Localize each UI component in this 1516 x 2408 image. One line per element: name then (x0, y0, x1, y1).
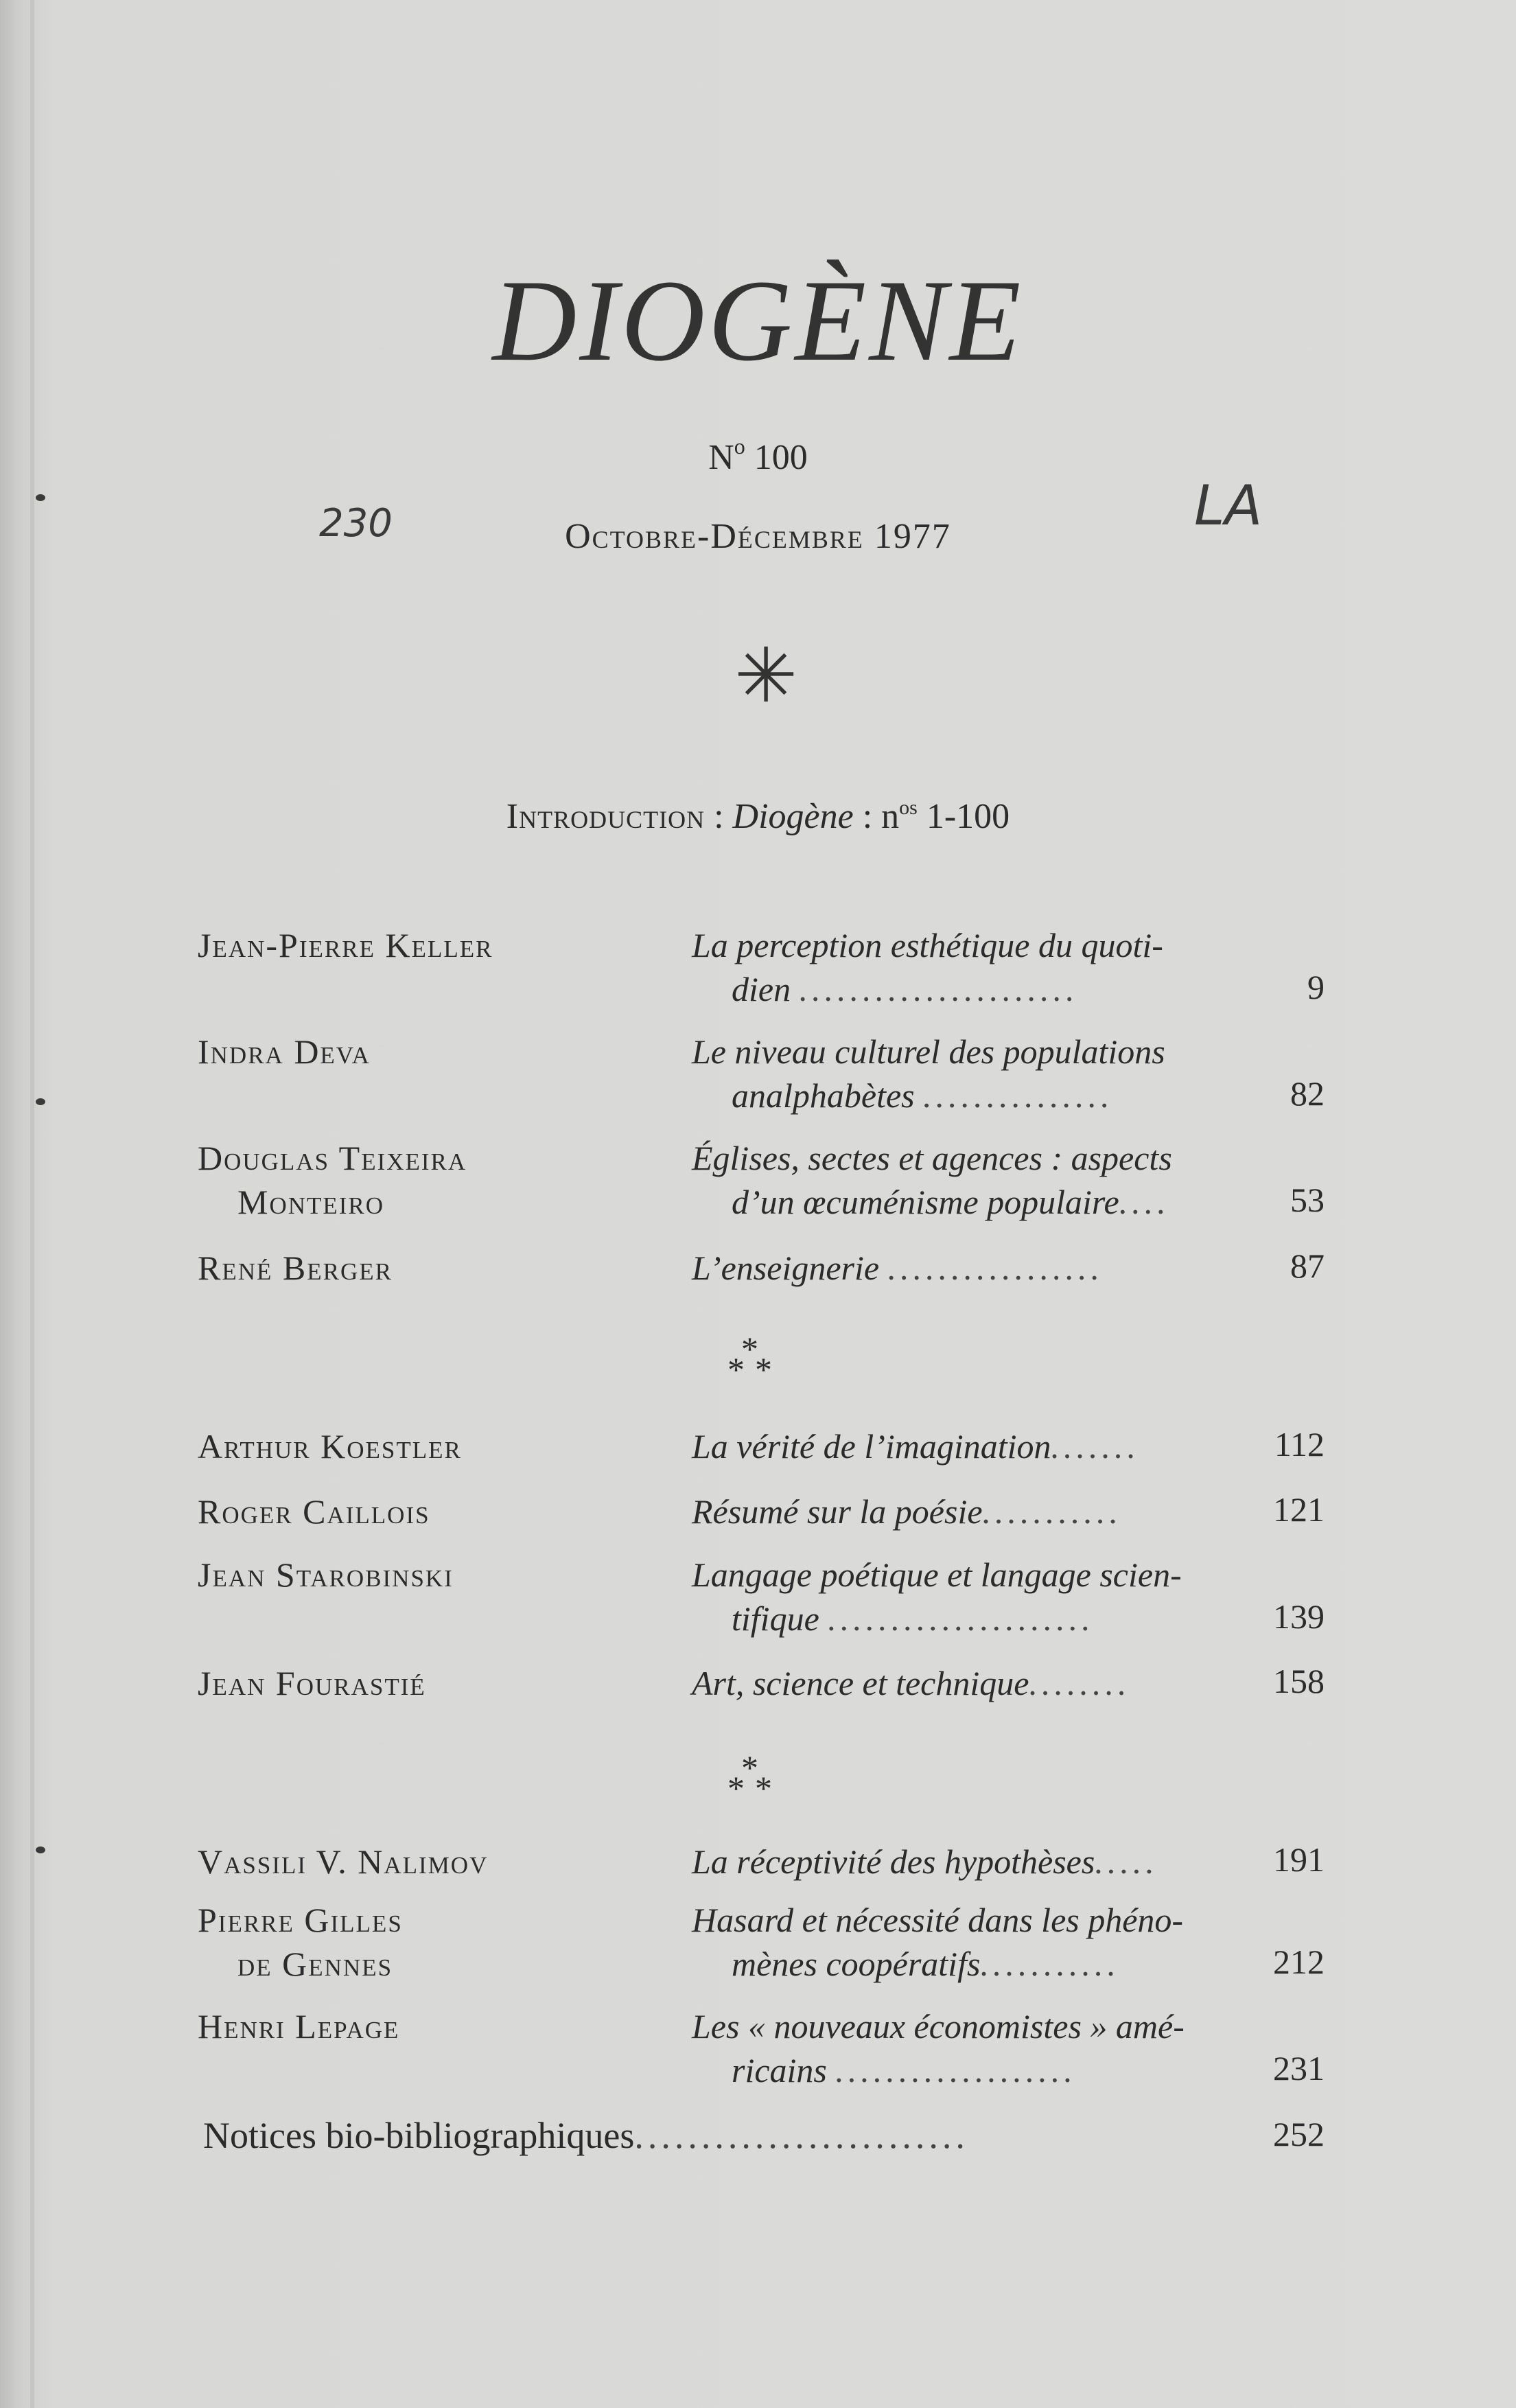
entry-title-line1: L’enseignerie ................. (692, 1249, 1104, 1287)
entry-title-line2: d’un œcuménisme populaire.... (732, 1183, 1170, 1221)
entry-title-text: Art, science et technique (692, 1664, 1029, 1702)
handwritten-note-right: LA (1194, 474, 1263, 537)
intro-colon: : (705, 797, 733, 836)
entry-author: Jean-Pierre Keller (198, 926, 493, 964)
issue-number (0, 434, 1516, 478)
entry-title-text: L’enseignerie (692, 1249, 880, 1287)
intro-n-sup: os (899, 796, 918, 819)
entry-title-line2: tifique ..................... (732, 1599, 1095, 1638)
entry-author: Arthur Koestler (198, 1427, 462, 1466)
entry-page: 112 (1274, 1425, 1325, 1463)
issue-sup: o (734, 434, 745, 459)
entry-title (692, 1136, 1227, 1224)
entry-title-line1: Les « nouveaux économistes » amé- (692, 2007, 1185, 2046)
entry-title (692, 923, 1227, 1011)
entry-title-line2: mènes coopératifs........... (732, 1945, 1120, 1983)
intro-label: Introduction (506, 797, 705, 836)
introduction-line (0, 796, 1516, 837)
binding-mark (36, 1098, 45, 1105)
entry-title-text: La vérité de l’imagination (692, 1427, 1051, 1466)
entry-author: Roger Caillois (198, 1492, 430, 1531)
entry-title-text: La réceptivité des hypothèses (692, 1842, 1095, 1881)
entry-title (692, 1424, 1227, 1468)
entry-title (692, 2004, 1227, 2092)
notices-entry: Notices bio-bibliographiques......................... (203, 2115, 969, 2156)
entry-title-line1: Langage poétique et langage scien- (692, 1555, 1182, 1594)
entry-title-line1: La perception esthétique du quoti- (692, 926, 1163, 964)
entry-title (692, 1246, 1227, 1290)
entry-title-text: mènes coopératifs (732, 1945, 981, 1983)
entry-title (692, 1030, 1227, 1118)
entry-title-line1: La réceptivité des hypothèses..... (692, 1842, 1158, 1881)
entry-title-line1: Art, science et technique........ (692, 1664, 1131, 1702)
entry-title-line1: Églises, sectes et agences : aspects (692, 1139, 1172, 1177)
entry-author: Jean Starobinski (198, 1555, 454, 1594)
entry-author-line1: Douglas Teixeira (198, 1139, 467, 1177)
intro-journal: Diogène (732, 797, 854, 836)
entry-title-text: Résumé sur la poésie (692, 1492, 983, 1531)
entry-title-text: d’un œcuménisme populaire (732, 1183, 1119, 1221)
entry-author: Vassili V. Nalimov (198, 1842, 489, 1881)
entry-author: René Berger (198, 1249, 393, 1287)
issue-date: Octobre-Décembre 1977 (565, 517, 951, 556)
entry-page: 87 (1290, 1247, 1325, 1285)
entry-title (692, 1490, 1227, 1533)
entry-author: Indra Deva (198, 1032, 371, 1071)
entry-author-line2: Monteiro (237, 1183, 385, 1221)
binding-mark (36, 1846, 45, 1853)
journal-title: DIOGÈNE (492, 256, 1024, 385)
page: DIOGÈNE $N^o$ 100 230 Octobre-Décembre 1977 LA ✳ Introduction : Diogène : $n^{os}$ 1-100 Jean-Pierre Keller La perception esthétique du quoti- dien ...................... 9 Indra Deva Le niveau culturel des populations analphabètes ............... 82 Douglas Teixeira Monteiro Églises, sectes et agences : aspects d’un œcuménisme populaire.... 53 René Berger L’enseignerie ................. 87 * * * Arthur Koestler La vérité de l’imagination....... 112 Roger Caillois Résumé sur la poésie........... 121 Jean Starobinski Langage poétique et langage scien- tifique ..................... 139 Jean Fourastié Art, science et technique........ 158 * * * Vassili V. Nalimov La réceptivité des hypothèses..... 191 Pierre Gilles de Gennes Hasard et nécessité dans les phéno- mènes coopératifs........... 212 Henri Lepage Les « nouveaux économistes » amé- ricains ................... 231 Notices bio-bibliographiques......................... 252 (0, 0, 1516, 2408)
entry-page: 9 (1307, 968, 1325, 1006)
entry-author-line1: Pierre Gilles (198, 1901, 403, 1939)
entry-title (692, 1661, 1227, 1705)
entry-page: 82 (1290, 1074, 1325, 1113)
entry-title-line2: ricains ................... (732, 2051, 1077, 2089)
entry-page: 53 (1290, 1181, 1325, 1219)
issue-value: 100 (754, 438, 808, 477)
intro-colon2: : (853, 797, 882, 836)
entry-title-text: ricains (732, 2051, 827, 2089)
entry-author (198, 1136, 664, 1224)
entry-author: Jean Fourastié (198, 1664, 426, 1702)
entry-title (692, 1553, 1227, 1641)
entry-title (692, 1898, 1227, 1986)
entry-page: 191 (1273, 1840, 1325, 1879)
handwritten-note-left: 230 (319, 501, 393, 546)
entry-page: 121 (1273, 1490, 1325, 1529)
binding-mark (36, 494, 45, 501)
notices-page: 252 (1273, 2115, 1325, 2153)
entry-page: 158 (1273, 1662, 1325, 1700)
entry-title-line1: Le niveau culturel des populations (692, 1032, 1165, 1071)
issue-prefix: N (708, 438, 734, 477)
entry-title-line2: analphabètes ............... (732, 1076, 1114, 1115)
entry-page: 212 (1273, 1943, 1325, 1981)
entry-page: 139 (1273, 1597, 1325, 1636)
entry-author: Henri Lepage (198, 2007, 400, 2046)
entry-page: 231 (1273, 2049, 1325, 2087)
entry-title-text: tifique (732, 1599, 819, 1638)
entry-title-line2: dien ...................... (732, 970, 1079, 1008)
entry-title-line1: La vérité de l’imagination....... (692, 1427, 1141, 1466)
entry-title-text: dien (732, 970, 791, 1008)
intro-n: n (881, 797, 900, 836)
entry-title-line1: Hasard et nécessité dans les phéno- (692, 1901, 1184, 1939)
intro-range: 1-100 (917, 797, 1010, 836)
entry-author (198, 1898, 664, 1986)
entry-title (692, 1840, 1227, 1884)
entry-author-line2: de Gennes (237, 1945, 393, 1983)
star-ornament-icon: ✳ (734, 634, 798, 718)
entry-title-text: analphabètes (732, 1076, 915, 1115)
notices-label: Notices bio-bibliographiques (203, 2115, 635, 2156)
entry-title-line1: Résumé sur la poésie........... (692, 1492, 1123, 1531)
